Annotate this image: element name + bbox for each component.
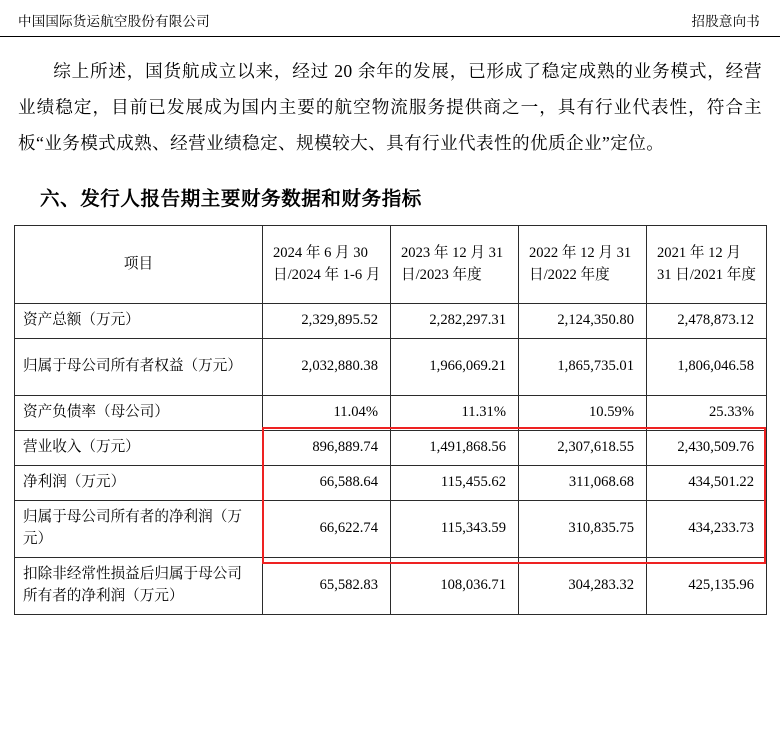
cell-value: 311,068.68 bbox=[519, 466, 647, 501]
table-body bbox=[15, 304, 767, 615]
cell-value: 1,966,069.21 bbox=[391, 339, 519, 396]
cell-value: 11.04% bbox=[263, 396, 391, 431]
cell-value: 108,036.71 bbox=[391, 558, 519, 615]
column-header-period-1: 2024 年 6 月 30 日/2024 年 1-6 月 bbox=[263, 226, 391, 304]
column-header-period-3: 2022 年 12 月 31 日/2022 年度 bbox=[519, 226, 647, 304]
cell-value: 115,343.59 bbox=[391, 501, 519, 558]
row-label: 净利润（万元） bbox=[15, 466, 263, 501]
cell-value: 2,478,873.12 bbox=[647, 304, 767, 339]
cell-value: 434,233.73 bbox=[647, 501, 767, 558]
cell-value: 2,282,297.31 bbox=[391, 304, 519, 339]
header-document-type: 招股意向书 bbox=[691, 14, 760, 29]
table-row bbox=[15, 396, 767, 431]
cell-value: 66,588.64 bbox=[263, 466, 391, 501]
row-label: 归属于母公司所有者的净利润（万元） bbox=[15, 501, 263, 558]
table-row bbox=[15, 466, 767, 501]
document-header bbox=[0, 0, 780, 37]
cell-value: 2,032,880.38 bbox=[263, 339, 391, 396]
cell-value: 425,135.96 bbox=[647, 558, 767, 615]
financial-data-table bbox=[14, 225, 767, 615]
row-label: 营业收入（万元） bbox=[15, 431, 263, 466]
cell-value: 66,622.74 bbox=[263, 501, 391, 558]
body-paragraph: 综上所述，国货航成立以来，经过 20 余年的发展，已形成了稳定成熟的业务模式，经营业绩稳定，目前已发展成为国内主要的航空物流服务提供商之一，具有行业代表性，符合主板“业务模式成熟、经营业绩稳定、规模较大、具有行业代表性的优质企业”定位。 bbox=[18, 61, 762, 154]
table-row bbox=[15, 431, 767, 466]
table-header bbox=[15, 226, 767, 304]
table-row bbox=[15, 558, 767, 615]
row-label: 资产总额（万元） bbox=[15, 304, 263, 339]
cell-value: 310,835.75 bbox=[519, 501, 647, 558]
column-header-period-4: 2021 年 12 月 31 日/2021 年度 bbox=[647, 226, 767, 304]
cell-value: 1,491,868.56 bbox=[391, 431, 519, 466]
cell-value: 65,582.83 bbox=[263, 558, 391, 615]
table-header-row bbox=[15, 226, 767, 304]
cell-value: 304,283.32 bbox=[519, 558, 647, 615]
cell-value: 25.33% bbox=[647, 396, 767, 431]
cell-value: 10.59% bbox=[519, 396, 647, 431]
cell-value: 11.31% bbox=[391, 396, 519, 431]
financial-table-wrapper bbox=[14, 225, 766, 615]
cell-value: 2,307,618.55 bbox=[519, 431, 647, 466]
table-row bbox=[15, 339, 767, 396]
header-company-name: 中国国际货运航空股份有限公司 bbox=[18, 14, 210, 29]
cell-value: 115,455.62 bbox=[391, 466, 519, 501]
row-label: 资产负债率（母公司） bbox=[15, 396, 263, 431]
cell-value: 1,865,735.01 bbox=[519, 339, 647, 396]
table-row bbox=[15, 304, 767, 339]
column-header-period-2: 2023 年 12 月 31 日/2023 年度 bbox=[391, 226, 519, 304]
section-heading: 六、发行人报告期主要财务数据和财务指标 bbox=[40, 189, 422, 211]
cell-value: 1,806,046.58 bbox=[647, 339, 767, 396]
cell-value: 2,124,350.80 bbox=[519, 304, 647, 339]
row-label: 归属于母公司所有者权益（万元） bbox=[15, 339, 263, 396]
cell-value: 2,430,509.76 bbox=[647, 431, 767, 466]
row-label: 扣除非经常性损益后归属于母公司所有者的净利润（万元） bbox=[15, 558, 263, 615]
column-header-item: 项目 bbox=[15, 226, 263, 304]
cell-value: 434,501.22 bbox=[647, 466, 767, 501]
table-row bbox=[15, 501, 767, 558]
cell-value: 896,889.74 bbox=[263, 431, 391, 466]
cell-value: 2,329,895.52 bbox=[263, 304, 391, 339]
